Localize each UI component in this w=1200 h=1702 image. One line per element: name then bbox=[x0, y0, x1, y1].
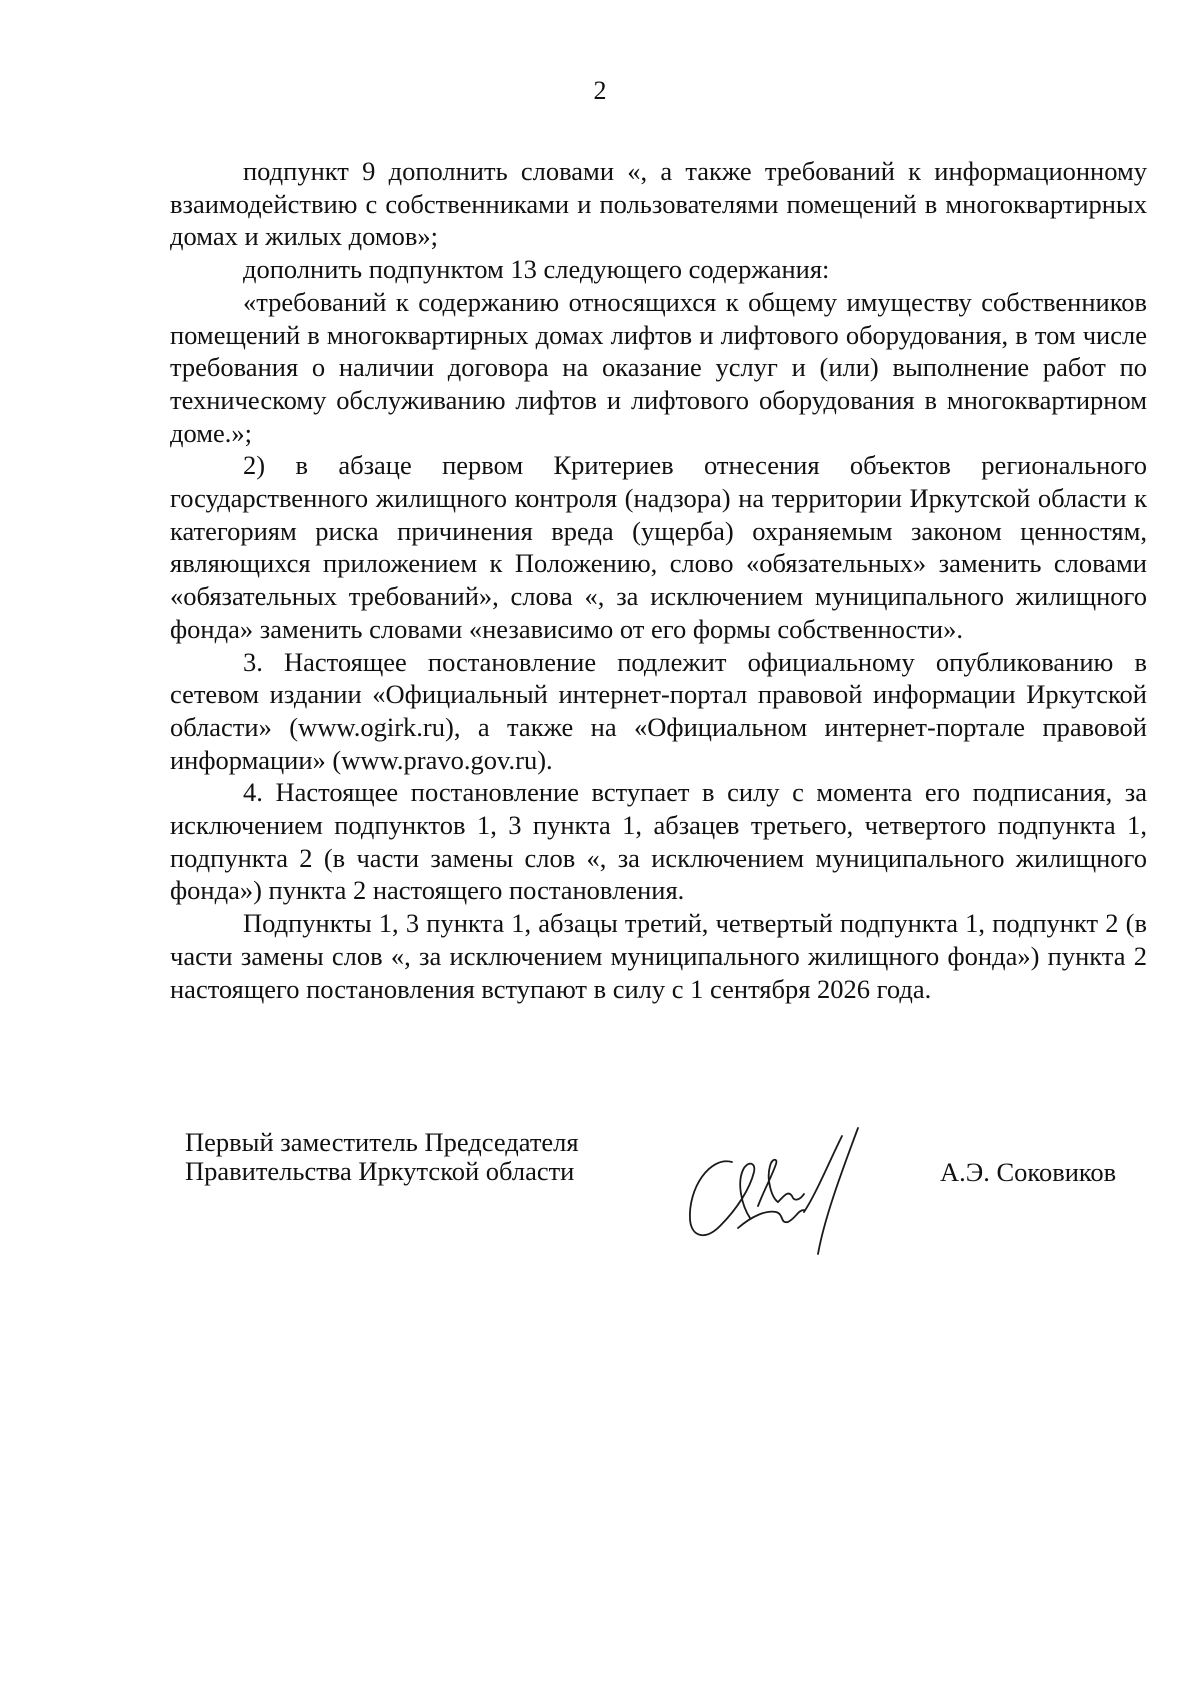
paragraph: 4. Настоящее постановление вступает в силу с момента его подписания, за исключением подпунктов 1, 3 пункта 1, абзацев третьего, четвертого подпункта 1, подпункта 2 (в части замены слов «, за исключением муниципального жилищного фонда») пункта 2 настоящего постановления. bbox=[170, 777, 1147, 906]
position-line: Правительства Иркутской области bbox=[185, 1156, 575, 1186]
paragraph: Подпункты 1, 3 пункта 1, абзацы третий, четвертый подпункта 1, подпункт 2 (в части замены слов «, за исключением муниципального жилищного фонда») пункта 2 настоящего постановления вступают в силу с 1 сентября 2026 года. bbox=[170, 908, 1147, 1004]
position-line: Первый заместитель Председателя bbox=[185, 1127, 579, 1157]
paragraph: 3. Настоящее постановление подлежит официальному опубликованию в сетевом издании «Официальный интернет-портал правовой информации Иркутской области» (www.ogirk.ru), а также на «Официальном интернет-портале правовой информации» (www.pravo.gov.ru). bbox=[170, 646, 1147, 775]
signer-name: А.Э. Соковиков bbox=[940, 1157, 1117, 1187]
page-number: 2 bbox=[593, 76, 607, 105]
paragraph: подпункт 9 дополнить словами «, а также требований к информационному взаимодействию с собственниками и пользователями помещений в многоквартирных домах и жилых домов»; bbox=[170, 156, 1147, 252]
document-body bbox=[170, 155, 1147, 1005]
handwritten-signature bbox=[680, 1110, 880, 1260]
paragraph: «требований к содержанию относящихся к общему имуществу собственников помещений в многоквартирных домах лифтов и лифтового оборудования, в том числе требования о наличии договора на оказание услуг и (или) выполнение работ по техническому обслуживанию лифтов и лифтового оборудования в многоквартирном доме.»; bbox=[170, 286, 1147, 448]
signatory-position bbox=[185, 1128, 579, 1186]
paragraph: дополнить подпунктом 13 следующего содержания: bbox=[243, 254, 830, 285]
paragraph: 2) в абзаце первом Критериев отнесения объектов регионального государственного жилищного контроля (надзора) на территории Иркутской области к категориям риска причинения вреда (ущерба) охраняемым законом ценностям, являющихся приложением к Положению, слово «обязательных» заменить словами «обязательных требований», слова «, за исключением муниципального жилищного фонда» заменить словами «независимо от его формы собственности». bbox=[170, 450, 1147, 644]
